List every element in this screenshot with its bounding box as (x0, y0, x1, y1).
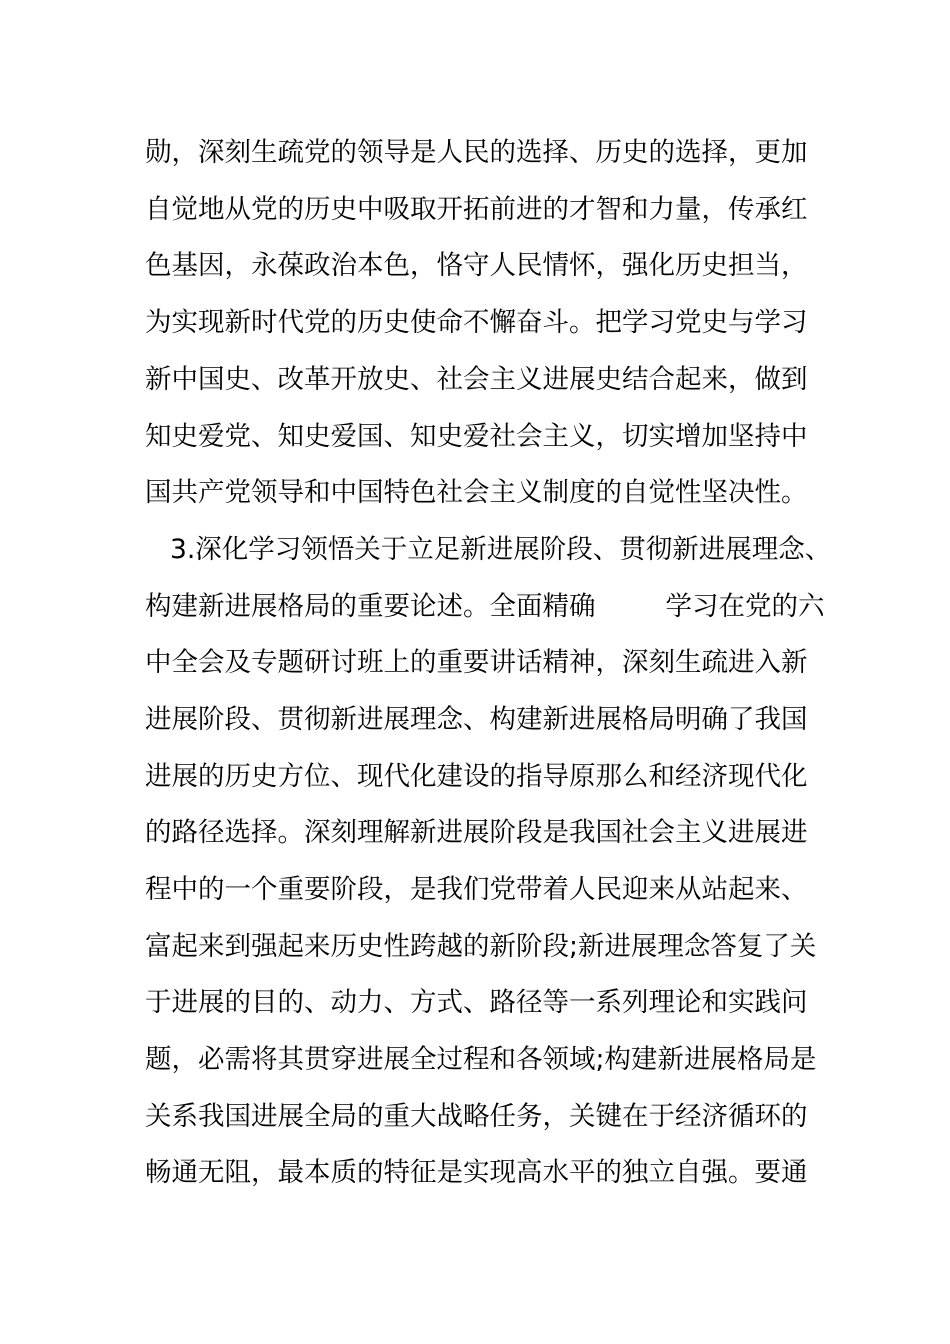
text-line: 关系我国进展全局的重大战略任务，关键在于经济循环的 (145, 1101, 808, 1132)
text-line: 色基因，永葆政治本色，恪守人民情怀，强化历史担当， (145, 250, 808, 281)
text-line: 新中国史、改革开放史、社会主义进展史结合起来，做到 (145, 364, 808, 395)
text-line: 程中的一个重要阶段，是我们党带着人民迎来从站起来、 (145, 874, 808, 905)
text-line: 国共产党领导和中国特色社会主义制度的自觉性坚决性。 (145, 477, 808, 508)
text-line: 的路径选择。深刻理解新进展阶段是我国社会主义进展进 (145, 817, 808, 848)
text-line (145, 587, 825, 627)
text-line: 自觉地从党的历史中吸取开拓前进的才智和力量，传承红 (145, 194, 808, 225)
text-fragment: 学习在党的六 (665, 591, 825, 622)
text-line: 中全会及专题研讨班上的重要讲话精神，深刻生疏进入新 (145, 647, 808, 678)
text-fragment: 构建新进展格局的重要论述。全面精确 (145, 591, 596, 622)
text-line: 于进展的目的、动力、方式、路径等一系列理论和实践问 (145, 987, 808, 1018)
text-line: 为实现新时代党的历史使命不懈奋斗。把学习党史与学习 (145, 307, 808, 338)
text-line: 勋，深刻生疏党的领导是人民的选择、历史的选择，更加 (145, 137, 808, 168)
text-line: 进展阶段、贯彻新进展理念、构建新进展格局明确了我国 (145, 704, 808, 735)
text-line: 题，必需将其贯穿进展全过程和各领域;构建新进展格局是 (145, 1044, 817, 1075)
text-line: 进展的历史方位、现代化建设的指导原那么和经济现代化 (145, 761, 808, 792)
text-line: 畅通无阻，最本质的特征是实现高水平的独立自强。要通 (145, 1157, 808, 1188)
text-line: 知史爱党、知史爱国、知史爱社会主义，切实增加坚持中 (145, 421, 808, 452)
text-line: 富起来到强起来历史性跨越的新阶段;新进展理念答复了关 (145, 931, 817, 962)
section-heading-line: 3.深化学习领悟关于立足新进展阶段、贯彻新进展理念、 (170, 534, 832, 565)
